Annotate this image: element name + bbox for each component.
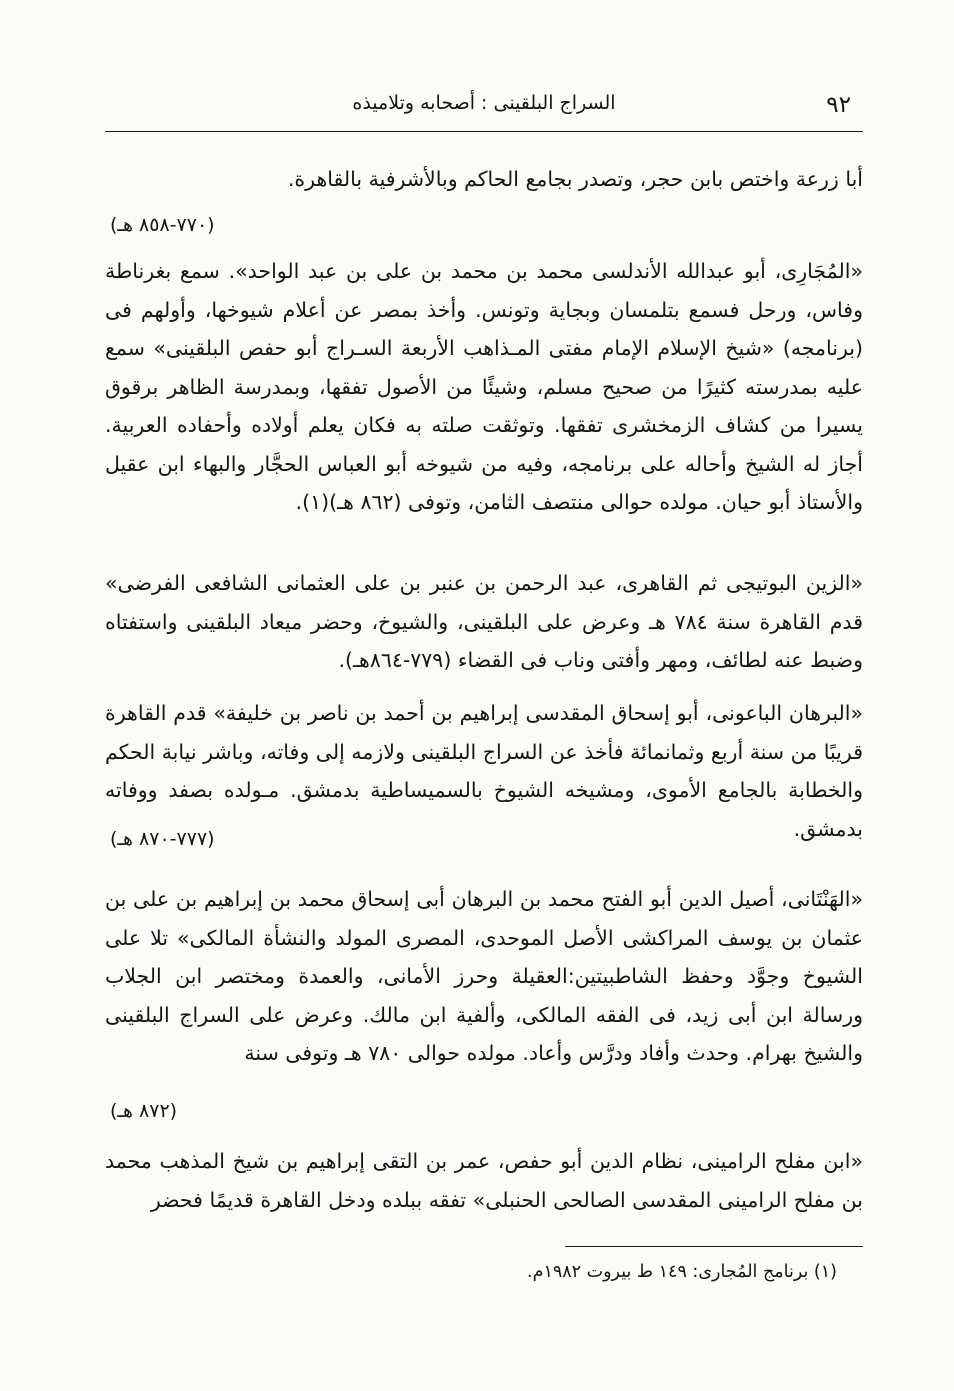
entry-text: «ابن مفلح الرامينى، نظام الدين أبو حفص، عمر بن التقى إبراهيم بن شيخ المذهب محمد بن مفلح الرامينى المقدسى الصالحى الحنبلى» تفقه ببلده ودخل القاهرة قديمًا فحضر: [105, 1149, 863, 1212]
entry-paragraph: [105, 694, 863, 848]
footnote-rule: [565, 1246, 863, 1247]
entry-paragraph: [105, 564, 863, 680]
entry-text: أبا زرعة واختص بابن حجر، وتصدر بجامع الحاكم وبالأشرفية بالقاهرة.: [287, 167, 863, 191]
entry-paragraph: [105, 1142, 863, 1219]
running-header: [105, 86, 863, 126]
entry-dates: (٧٧٧-٨٧٠ هـ): [110, 828, 215, 850]
entry-paragraph: [105, 880, 863, 1073]
entry-text: «المُجَارِى، أبو عبدالله الأندلسى محمد بن محمد بن على بن عبد الواحد». سمع بغرناطة وفاس، ورحل فسمع بتلمسان وبجاية وتونس. وأخذ بمصر عن أعلام شيوخها، وأولهم فى (برنامجه) «شيخ الإسلام الإمام مفتى المـذاهب الأربعة السـراج أبو حفص البلقينى» سمع عليه بمدرسته كثيرًا من صحيح مسلم، وشيئًا من الأصول تفقها، وبمدرسة الظاهر برقوق يسيرا من كشاف الزمخشرى تفقها. وتوثقت صلته به فكان يعلم أولاده وأحفاده العربية. أجاز له الشيخ وأحاله على برنامجه، وفيه من شيوخه أبو العباس الحجَّار والبهاء ابن عقيل والأستاذ أبو حيان. مولده حوالى منتصف الثامن، وتوفى (٨٦٢ هـ)(١).: [105, 259, 863, 514]
entry-dates: (٧٧٠-٨٥٨ هـ): [110, 214, 215, 236]
page-number: ٩٢: [826, 92, 851, 118]
entry-paragraph: [105, 160, 863, 199]
entry-text: «الهَنْتَانى، أصيل الدين أبو الفتح محمد بن البرهان أبى إسحاق محمد بن إبراهيم بن على بن عثمان بن يوسف المراكشى الأصل الموحدى، المصرى المولد والنشأة المالكى» تلا على الشيوخ وجوَّد وحفظ الشاطبيتين:العقيلة وحرز الأمانى، والعمدة ومختصر ابن الجلاب ورسالة ابن أبى زيد، فى الفقه المالكى، وألفية ابن مالك. وعرض على السراج البلقينى والشيخ بهرام. وحدث وأفاد ودرَّس وأعاد. مولده حوالى ٧٨٠ هـ وتوفى سنة: [105, 887, 863, 1065]
entry-dates: (٨٧٢ هـ): [110, 1100, 178, 1122]
header-rule: [105, 131, 863, 132]
footnote: (١) برنامج المُجارى: ١٤٩ ط بيروت ١٩٨٢م.: [527, 1262, 837, 1282]
header-title: السراج البلقينى : أصحابه وتلاميذه: [352, 92, 616, 114]
entry-text: «البرهان الباعونى، أبو إسحاق المقدسى إبراهيم بن أحمد بن ناصر بن خليفة» قدم القاهرة قريبًا من سنة أربع وثمانمائة فأخذ عن السراج البلقينى ولازمه إلى وفاته، وباشر نيابة الحكم والخطابة بالجامع الأموى، ومشيخه الشيوخ بالسميساطية بدمشق. مـولده بصفد ووفاته بدمشق.: [105, 701, 863, 841]
entry-text: «الزين البوتيجى ثم القاهرى، عبد الرحمن بن عنبر بن على العثمانى الشافعى الفرضى» قدم القاهرة سنة ٧٨٤ هـ وعرض على البلقينى، والشيوخ، وحضر ميعاد البلقينى واستفتاه وضبط عنه لطائف، ومهر وأفتى وناب فى القضاء (٧٧٩-٨٦٤هـ).: [105, 571, 863, 672]
entry-paragraph: [105, 252, 863, 522]
